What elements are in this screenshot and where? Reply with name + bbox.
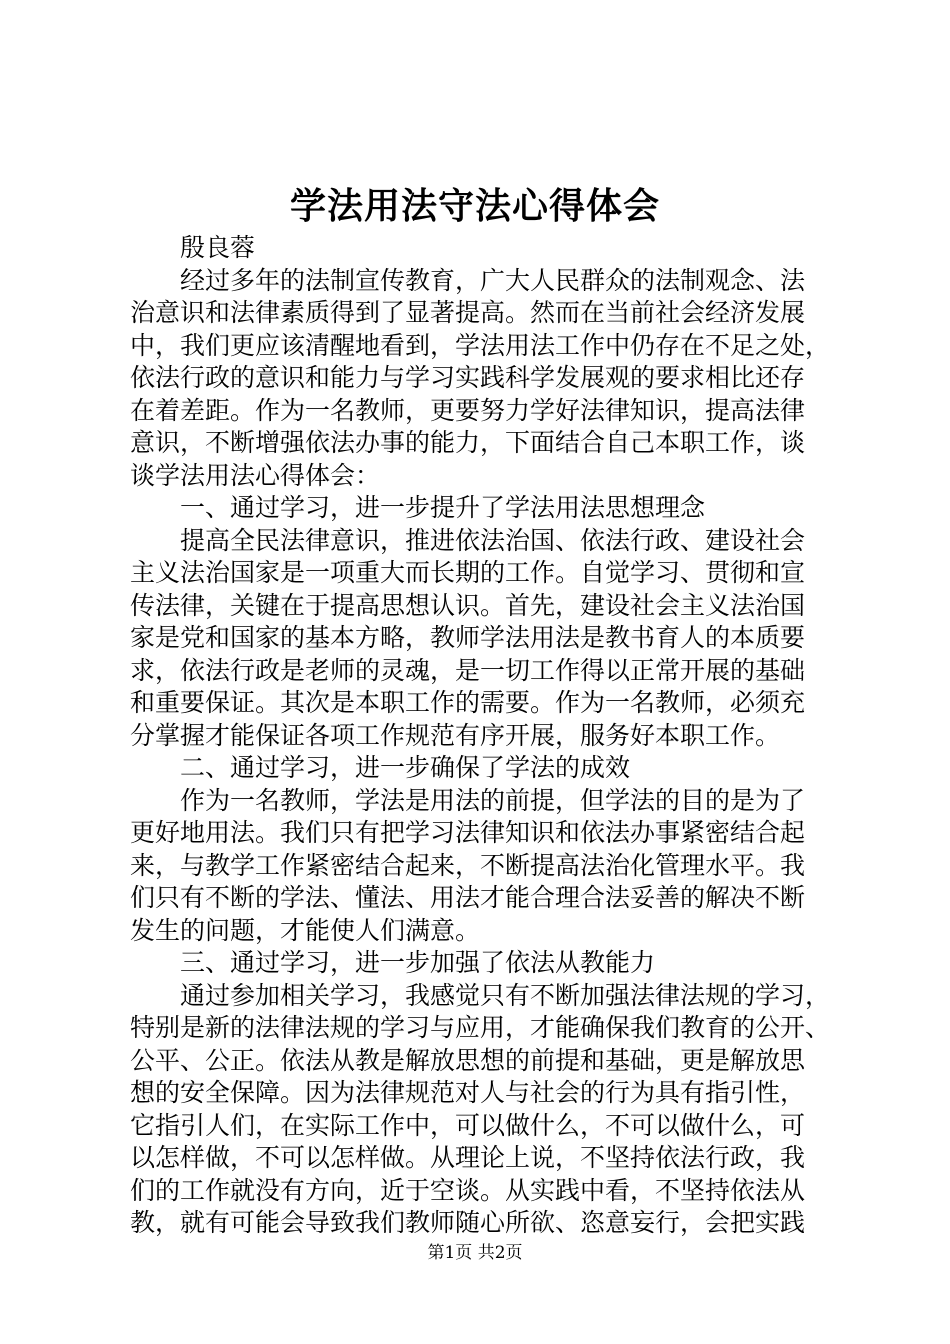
text-line: 三、通过学习，进一步加强了依法从教能力	[180, 948, 656, 977]
text-line: 家是党和国家的基本方略，教师学法用法是教书育人的本质要	[130, 623, 806, 652]
text-line: 中，我们更应该清醒地看到，学法用法工作中仍存在不足之处，	[130, 330, 831, 360]
paragraph	[130, 752, 830, 785]
text-line: 发生的问题，才能使人们满意。	[130, 915, 481, 945]
paragraph	[130, 947, 830, 980]
text-line: 作为一名教师，学法是用法的前提，但学法的目的是为了	[180, 785, 806, 815]
page-number-footer: 第1页 共2页	[427, 1243, 523, 1263]
text-line: 治意识和法律素质得到了显著提高。然而在当前社会经济发展	[130, 298, 806, 327]
text-line: 来，与教学工作紧密结合起来，不断提高法治化管理水平。我	[130, 850, 806, 880]
paragraph	[130, 492, 830, 525]
text-line: 以怎样做，不可以怎样做。从理论上说，不坚持依法行政，我	[130, 1143, 806, 1172]
text-line: 谈学法用法心得体会：	[130, 460, 381, 490]
text-line: 想的安全保障。因为法律规范对人与社会的行为具有指引性，	[130, 1078, 806, 1107]
text-line: 在着差距。作为一名教师，更要努力学好法律知识，提高法律	[130, 395, 806, 425]
text-line: 们只有不断的学法、懂法、用法才能合理合法妥善的解决不断	[130, 883, 806, 912]
text-line: 依法行政的意识和能力与学习实践科学发展观的要求相比还存	[130, 363, 806, 392]
paragraph-container	[130, 265, 830, 1240]
text-line: 二、通过学习，进一步确保了学法的成效	[180, 753, 631, 782]
text-line: 经过多年的法制宣传教育，广大人民群众的法制观念、法	[180, 265, 806, 295]
paragraph	[130, 980, 830, 1240]
text-line: 传法律，关键在于提高思想认识。首先，建设社会主义法治国	[130, 590, 806, 620]
text-line: 主义法治国家是一项重大而长期的工作。自觉学习、贯彻和宣	[130, 558, 806, 587]
text-line: 通过参加相关学习，我感觉只有不断加强法律法规的学习，	[180, 980, 831, 1010]
author-name: 殷良蓉	[180, 233, 256, 262]
text-line: 提高全民法律意识，推进依法治国、依法行政、建设社会	[180, 525, 806, 555]
text-line: 意识，不断增强依法办事的能力，下面结合自己本职工作，谈	[130, 428, 806, 457]
text-line: 更好地用法。我们只有把学习法律知识和依法办事紧密结合起	[130, 818, 806, 847]
text-line: 一、通过学习，进一步提升了学法用法思想理念	[180, 493, 706, 522]
text-line: 和重要保证。其次是本职工作的需要。作为一名教师，必须充	[130, 688, 806, 717]
document-title: 学法用法守法心得体会	[289, 185, 660, 227]
text-line: 求，依法行政是老师的灵魂，是一切工作得以正常开展的基础	[130, 655, 806, 685]
text-line: 公平、公正。依法从教是解放思想的前提和基础，更是解放思	[130, 1045, 806, 1075]
text-line: 分掌握才能保证各项工作规范有序开展，服务好本职工作。	[130, 720, 781, 750]
text-line: 教，就有可能会导致我们教师随心所欲、恣意妄行，会把实践	[130, 1208, 806, 1237]
text-line: 们的工作就没有方向，近于空谈。从实践中看，不坚持依法从	[130, 1175, 806, 1205]
text-line: 特别是新的法律法规的学习与应用，才能确保我们教育的公开、	[130, 1013, 831, 1042]
paragraph	[130, 525, 830, 753]
text-line: 它指引人们，在实际工作中，可以做什么，不可以做什么，可	[130, 1110, 806, 1140]
paragraph	[130, 265, 830, 493]
document-body	[130, 232, 830, 1240]
paragraph	[130, 785, 830, 948]
